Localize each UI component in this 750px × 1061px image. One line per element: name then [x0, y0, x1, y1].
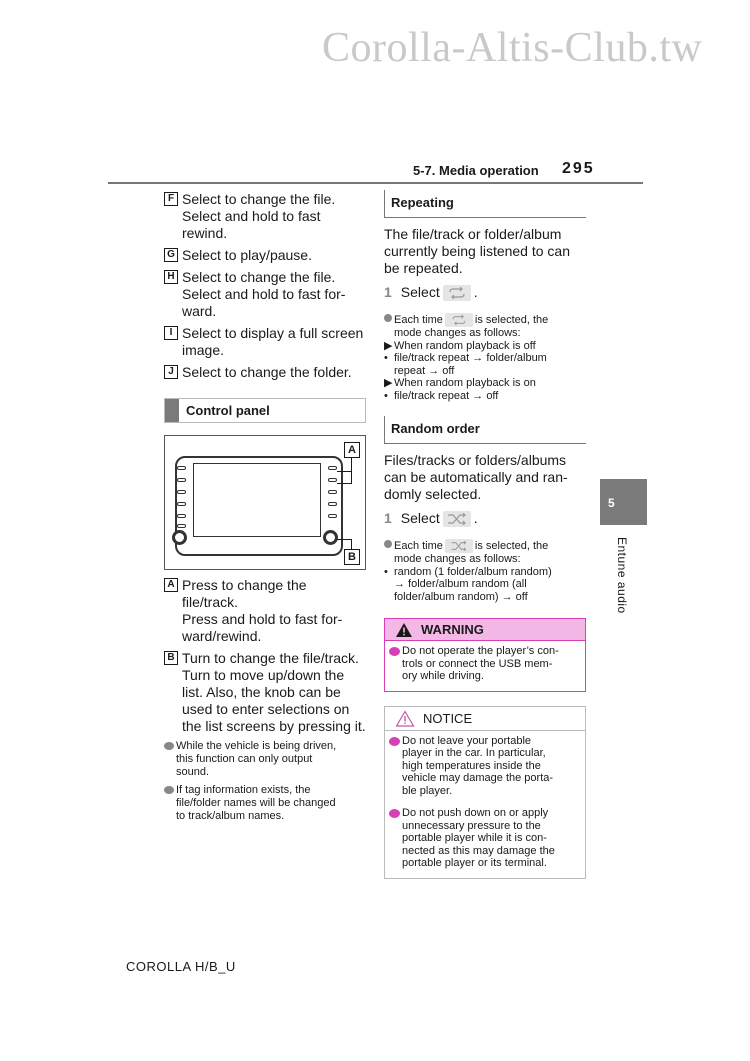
repeat-icon: [443, 285, 471, 301]
warning-box: [384, 618, 586, 692]
panel-button: [177, 514, 186, 518]
tune-scroll-knob: [323, 530, 338, 545]
panel-button: [177, 502, 186, 506]
key-label: F: [164, 192, 178, 206]
panel-button: [177, 466, 186, 470]
left-column: [164, 191, 368, 828]
note-item: If tag information exists, the file/folder names will be changed to track/album names.: [164, 784, 368, 823]
key-label: G: [164, 248, 178, 262]
key-label: I: [164, 326, 178, 340]
panel-button: [328, 466, 337, 470]
item-text: Select to change the file. Select and hold to fast rewind.: [182, 191, 336, 241]
list-item: [164, 269, 368, 320]
item-text: Select to change the folder.: [182, 364, 352, 380]
callout-line: [337, 483, 352, 484]
panel-button: [177, 490, 186, 494]
repeating-step: 1 Select .: [384, 284, 478, 300]
list-item: [164, 650, 368, 735]
panel-button: [328, 478, 337, 482]
notice-box: [384, 706, 586, 879]
chapter-label: Entune audio: [615, 537, 629, 614]
watermark: Corolla-Altis-Club.tw: [322, 25, 703, 71]
notes: [164, 740, 368, 823]
power-volume-knob: [172, 530, 187, 545]
header-rule: [108, 182, 643, 184]
bullet-icon: [384, 540, 392, 548]
key-list: [164, 191, 368, 381]
panel-button: [328, 490, 337, 494]
control-panel-figure: [164, 435, 366, 570]
key-label: J: [164, 365, 178, 379]
shuffle-icon: [443, 511, 471, 527]
heading-label: Control panel: [186, 403, 270, 418]
panel-button: [177, 478, 186, 482]
note-item: While the vehicle is being driven, this function can only output sound.: [164, 740, 368, 779]
random-body: Files/tracks or folders/albums can be automatically and ran- domly selected.: [384, 452, 568, 502]
bullet-icon: [164, 786, 174, 794]
callout-line: [337, 471, 352, 472]
warning-item: Do not operate the player’s con- trols or connect the USB mem- ory while driving.: [389, 645, 579, 683]
warning-header: WARNING: [385, 619, 585, 641]
notice-item: Do not push down on or apply unnecessary pressure to the portable player while it is con- nected as this may damage the portable player or its terminal.: [389, 807, 579, 870]
caution-icon: [395, 710, 415, 727]
callout-a: A: [344, 442, 360, 458]
triangle-bullet-icon: ▶: [384, 339, 393, 352]
shuffle-icon: [445, 539, 473, 553]
triangle-bullet-icon: ▶: [384, 377, 393, 389]
item-text: Press to change the file/track. Press and hold to fast for- ward/rewind.: [182, 577, 343, 644]
list-item: [164, 191, 368, 242]
notice-header: NOTICE: [385, 707, 585, 731]
repeat-icon: [445, 313, 473, 327]
callout-line: [337, 539, 352, 540]
bullet-icon: [389, 647, 400, 656]
right-column: [384, 190, 587, 879]
display-screen: [193, 463, 321, 537]
list-item: [164, 325, 368, 359]
random-detail: Each time is selected, the mode changes as follows: • random (1 folder/album random) → folder/album random (all folder/album random) → off: [384, 539, 552, 603]
footer-model: COROLLA H/B_U: [126, 959, 236, 974]
key-label: A: [164, 578, 178, 592]
callout-b: B: [344, 549, 360, 565]
panel-button: [328, 514, 337, 518]
key-label: H: [164, 270, 178, 284]
chapter-tab: 5: [600, 479, 647, 525]
key-label: B: [164, 651, 178, 665]
repeating-detail: Each time is selected, the mode changes as follows: ▶ When random playback is off • file/track repeat → folder/album repeat → off ▶ When random playback is on • file/track repeat → off: [384, 313, 549, 402]
panel-key-list: [164, 577, 368, 735]
page-number: 295: [562, 160, 595, 177]
notice-item: Do not leave your portable player in the car. In particular, high temperatures inside the vehicle may damage the porta- ble player.: [389, 735, 579, 798]
item-text: Select to display a full screen image.: [182, 325, 364, 358]
repeating-heading: Repeating: [384, 190, 586, 218]
panel-button: [328, 502, 337, 506]
control-panel-heading: [164, 398, 366, 423]
bullet-icon: [384, 314, 392, 322]
panel-button: [177, 524, 186, 528]
callout-line: [351, 539, 352, 549]
item-text: Select to change the file. Select and hold to fast for- ward.: [182, 269, 346, 319]
bullet-icon: [164, 742, 174, 750]
list-item: [164, 364, 368, 381]
section-title: 5-7. Media operation: [413, 163, 539, 178]
warning-icon: [395, 622, 413, 638]
bullet-icon: [389, 809, 400, 818]
list-item: [164, 577, 368, 645]
item-text: Turn to change the file/track. Turn to move up/down the list. Also, the knob can be used to enter selections on the list screens by pressing it.: [182, 650, 366, 734]
list-item: [164, 247, 368, 264]
bullet-icon: [389, 737, 400, 746]
random-heading: Random order: [384, 416, 586, 444]
item-text: Select to play/pause.: [182, 247, 312, 263]
repeating-body: The file/track or folder/album currently being listened to can be repeated.: [384, 226, 570, 276]
random-step: 1 Select .: [384, 510, 478, 526]
